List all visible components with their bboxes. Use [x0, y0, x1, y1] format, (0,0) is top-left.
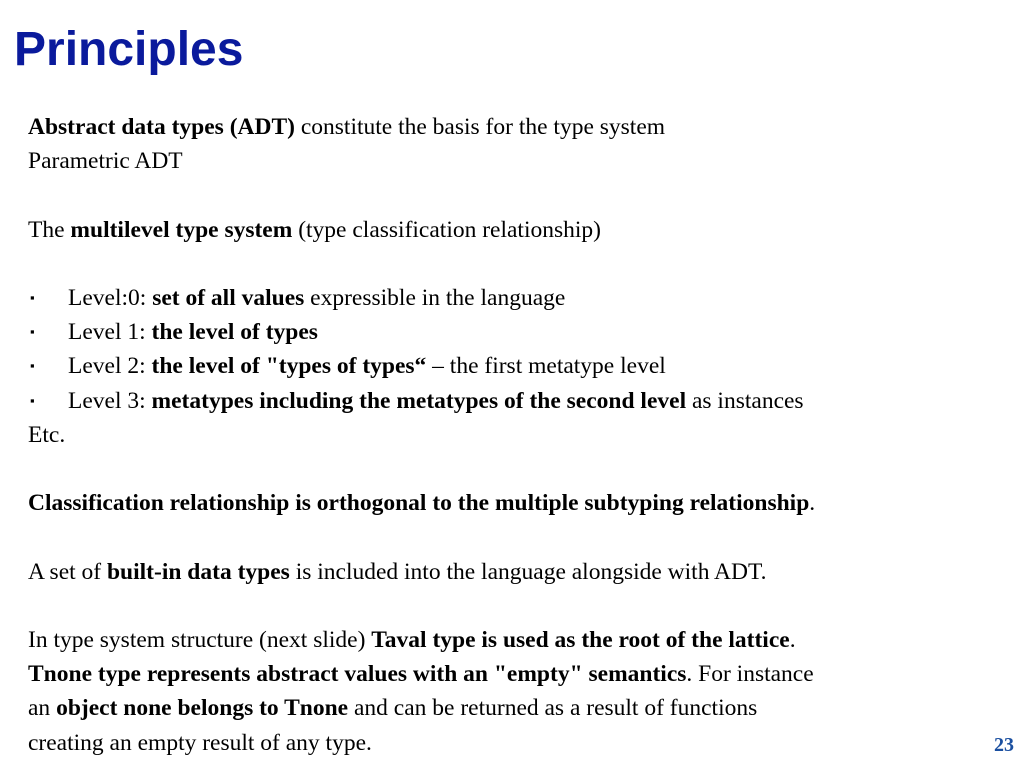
page-number: 23	[994, 734, 1014, 756]
level-prefix: Level:0:	[68, 284, 153, 311]
empty-result-text: creating an empty result of any type.	[28, 729, 372, 756]
level-suffix: expressible in the language	[304, 284, 566, 311]
list-item-level-0	[28, 281, 998, 315]
square-bullet-icon: ▪	[30, 358, 35, 374]
none-object-text-end: and can be returned as a result of functions	[348, 695, 758, 722]
none-object-text-start: an	[28, 695, 57, 722]
square-bullet-icon: ▪	[30, 392, 35, 408]
level-term: metatypes including the metatypes of the second level	[151, 387, 687, 414]
level-prefix: Level 1:	[68, 319, 152, 346]
paragraph-taval-line	[28, 623, 998, 657]
none-object-term: object none belongs to Tnone	[56, 695, 349, 722]
level-suffix: – the first metatype level	[426, 353, 666, 380]
paragraph-none-object-line	[28, 691, 998, 725]
list-item-level-3	[28, 384, 998, 418]
spacer	[28, 178, 998, 212]
slide-body	[28, 110, 998, 760]
level-suffix: as instances	[686, 387, 804, 414]
paragraph-parametric-adt	[28, 144, 998, 178]
paragraph-classification	[28, 486, 998, 520]
etc-text: Etc.	[28, 421, 66, 448]
taval-text-start: In type system structure (next slide)	[28, 626, 372, 653]
builtin-term: built-in data types	[106, 558, 290, 585]
level-prefix: Level 2:	[68, 353, 152, 380]
parametric-adt-text: Parametric ADT	[28, 148, 183, 175]
spacer	[28, 520, 998, 554]
taval-period: .	[789, 626, 796, 653]
spacer	[28, 247, 998, 281]
multilevel-text-start: The	[28, 216, 71, 243]
level-term: the level of types	[151, 319, 318, 346]
builtin-text-start: A set of	[28, 558, 107, 585]
level-prefix: Level 3:	[68, 387, 152, 414]
multilevel-term: multilevel type system	[70, 216, 293, 243]
list-item-level-2	[28, 349, 998, 383]
level-term: the level of "types of types“	[151, 353, 427, 380]
paragraph-tnone-line	[28, 657, 998, 691]
slide-title: Principles	[14, 23, 244, 76]
classification-period: .	[809, 490, 816, 517]
adt-term: Abstract data types (ADT)	[28, 114, 295, 140]
paragraph-empty-result-line	[28, 726, 998, 760]
paragraph-etc	[28, 418, 998, 452]
paragraph-multilevel	[28, 213, 998, 247]
classification-statement: Classification relationship is orthogonal to the multiple subtyping relationship	[28, 490, 810, 517]
level-term: set of all values	[152, 284, 305, 311]
spacer	[28, 452, 998, 486]
tnone-statement: Tnone type represents abstract values with an "empty" semantics	[28, 661, 687, 688]
paragraph-adt	[28, 110, 998, 144]
paragraph-builtin	[28, 555, 998, 589]
tnone-text: . For instance	[686, 661, 814, 688]
builtin-text-end: is included into the language alongside with ADT.	[289, 558, 767, 585]
adt-text: constitute the basis for the type system	[294, 114, 666, 140]
spacer	[28, 589, 998, 623]
taval-statement: Taval type is used as the root of the lattice	[371, 626, 790, 653]
square-bullet-icon: ▪	[30, 289, 35, 305]
list-item-level-1	[28, 315, 998, 349]
multilevel-text-end: (type classification relationship)	[292, 216, 601, 243]
square-bullet-icon: ▪	[30, 324, 35, 340]
